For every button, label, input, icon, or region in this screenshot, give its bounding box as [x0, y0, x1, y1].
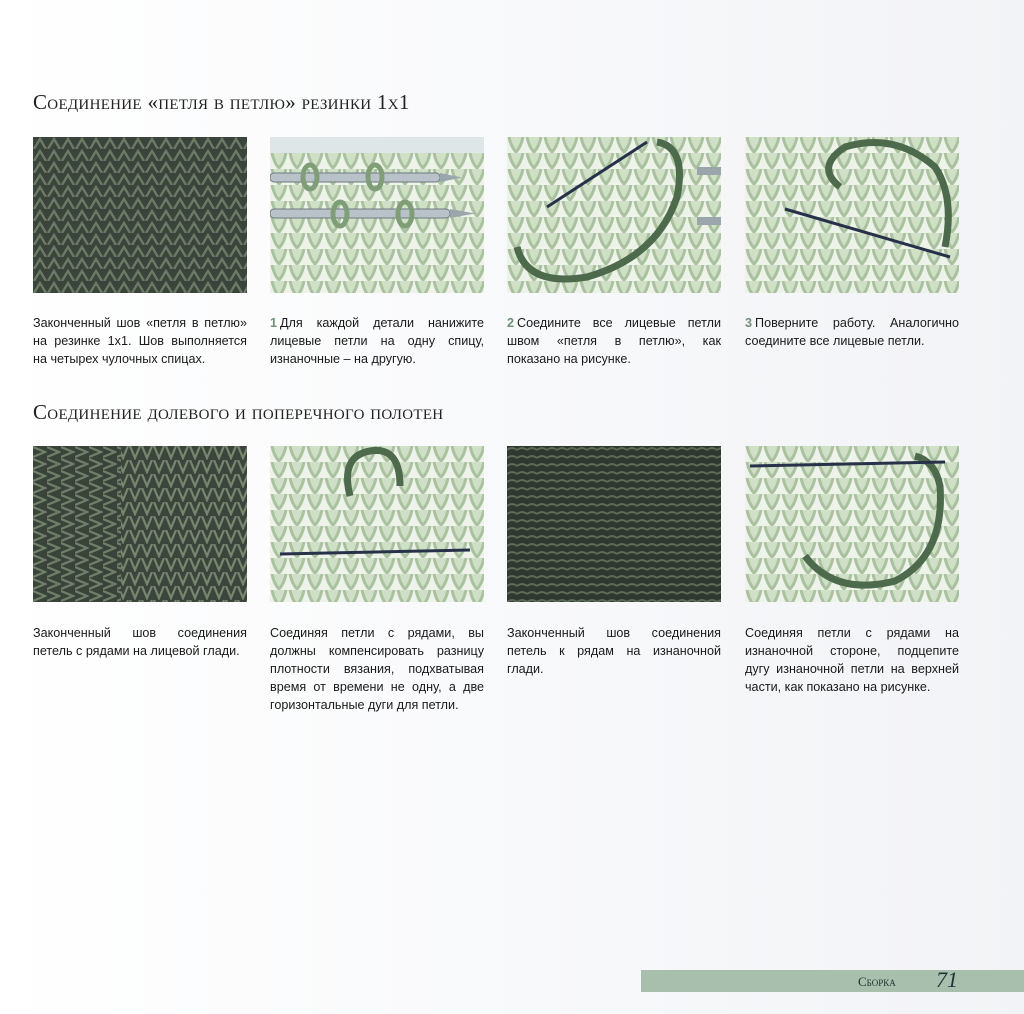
caption-step-2: [507, 314, 721, 368]
photo-finished-reverse-seam: [507, 446, 721, 602]
caption-rows-compensation: [270, 624, 484, 714]
illustration-rows-to-stitches: [270, 446, 484, 602]
illustration-loop-to-loop-step3: [745, 137, 959, 293]
caption-text: Законченный шов соединения петель с рядами на лицевой глади.: [33, 626, 247, 658]
caption-text: Соединяя петли с рядами, вы должны компенсировать разницу плотности вязания, подхватывая время от времени не одну, а две горизонтальные дуги для петли.: [270, 626, 484, 712]
step-number: 3: [745, 316, 753, 330]
caption-finished-stockinette: [33, 624, 247, 660]
illustration-two-needles: [270, 137, 484, 293]
photo-finished-stockinette-seam: [33, 446, 247, 602]
caption-finished-rib: [33, 314, 247, 368]
caption-text: Для каждой детали нанижите лицевые петли на одну спицу, изнаночные – на другую.: [270, 316, 484, 366]
page-number: 71: [936, 967, 958, 992]
caption-step-1: [270, 314, 484, 368]
section-1-title: Соединение «петля в петлю» резинки 1х1: [33, 90, 410, 114]
step-number: 1: [270, 316, 278, 330]
caption-text: Законченный шов соединения петель к рядам на изнаночной глади.: [507, 626, 721, 676]
caption-text: Соедините все лицевые петли швом «петля в петлю», как показано на рисунке.: [507, 316, 721, 366]
footer-section-name: Сборка: [858, 974, 896, 989]
caption-reverse-join: [745, 624, 959, 696]
caption-step-3: [745, 314, 959, 350]
photo-finished-rib-seam: [33, 137, 247, 293]
caption-finished-reverse: [507, 624, 721, 678]
footer-bar: [641, 970, 1024, 992]
illustration-reverse-side-join: [745, 446, 959, 602]
step-number: 2: [507, 316, 515, 330]
caption-text: Законченный шов «петля в петлю» на резинке 1х1. Шов выполняется на четырех чулочных спицах.: [33, 316, 247, 366]
section-2-title: Соединение долевого и поперечного полотен: [33, 400, 444, 424]
caption-text: Поверните работу. Аналогично соедините все лицевые петли.: [745, 316, 959, 348]
illustration-loop-to-loop-step2: [507, 137, 721, 293]
caption-text: Соединяя петли с рядами на изнаночной стороне, подцепите дугу изнаночной петли на верхней части, как показано на рисунке.: [745, 626, 959, 694]
